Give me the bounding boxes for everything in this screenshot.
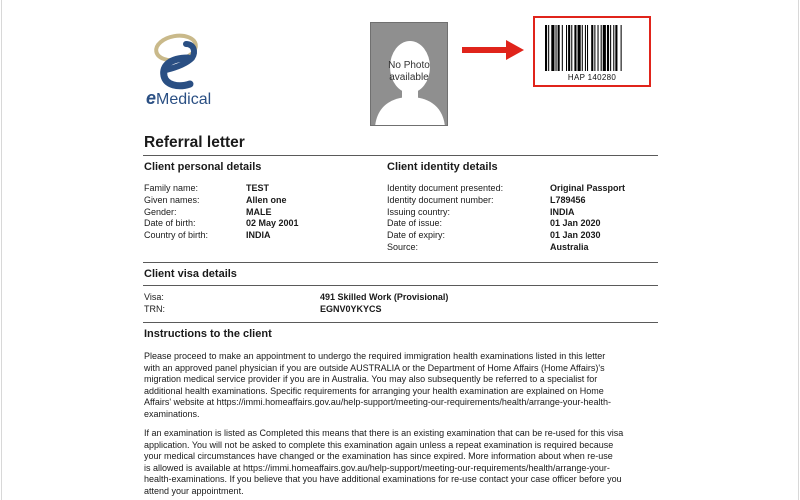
personal-field-label: Country of birth:: [144, 230, 209, 241]
barcode-bar: [568, 25, 570, 71]
barcode-bar: [582, 25, 583, 71]
personal-field-label: Date of birth:: [144, 218, 196, 229]
personal-field-label: Family name:: [144, 183, 199, 193]
identity-details-heading: Client identity details: [387, 161, 498, 173]
personal-field-value: MALE: [246, 206, 272, 217]
barcode-bar: [615, 25, 617, 71]
barcode-bar: [562, 25, 563, 71]
personal-details-heading: Client personal details: [144, 161, 262, 173]
barcode-bar: [598, 25, 599, 71]
barcode-bar: [613, 25, 614, 71]
instructions-divider: [143, 322, 658, 323]
barcode-number: HAP 140280: [567, 73, 617, 82]
photo-placeholder: [370, 22, 448, 126]
identity-field-label: Issuing country:: [387, 206, 451, 217]
personal-field-value: INDIA: [246, 230, 271, 241]
barcode-bar: [603, 25, 606, 71]
barcode-bar: [607, 25, 609, 71]
barcode-bar: [601, 25, 602, 71]
identity-field-value: Australia: [550, 242, 589, 252]
personal-field-value: TEST: [246, 183, 270, 193]
barcode-highlight-box: [533, 16, 651, 87]
identity-field-label: Source:: [387, 242, 419, 252]
logo-wordmark: eMedical: [146, 88, 212, 108]
instructions-paragraph-1: [144, 351, 658, 420]
red-arrow-icon: [462, 38, 524, 62]
barcode-bar: [571, 25, 572, 71]
visa-heading-divider: [143, 285, 658, 286]
identity-field-value: L789456: [550, 194, 586, 205]
barcode-bar: [621, 25, 622, 71]
identity-field-value: Original Passport: [550, 183, 626, 193]
identity-field-label: Identity document number:: [387, 194, 494, 205]
barcode-bar: [551, 25, 554, 71]
instructions-paragraph-2: [144, 428, 658, 497]
paragraph-line: application. You will not be asked to complete this examination again unless a repeat examination is required because: [144, 439, 614, 450]
page-edge-right: [798, 0, 799, 500]
identity-field-label: Date of issue:: [387, 218, 443, 229]
paragraph-line: with an approved panel physician if you are outside AUSTRALIA or the Department of Home Affairs (Home Affairs)'s: [144, 362, 605, 373]
paragraph-line: additional health examinations. Specific requirements for arranging your health examination are explained on Home: [144, 385, 604, 396]
paragraph-line: health-examinations. If you believe that you have additional examinations for re-use contact your case officer before you: [144, 474, 622, 484]
personal-field-label: Gender:: [144, 206, 177, 217]
barcode-bar: [556, 25, 557, 71]
visa-field-label: Visa:: [144, 292, 164, 302]
paragraph-line: examinations.: [144, 408, 200, 419]
barcode-bar: [566, 25, 567, 71]
visa-field-value: EGNV0YKYCS: [320, 303, 382, 314]
barcode-bar: [558, 25, 560, 71]
personal-field-label: Given names:: [144, 194, 200, 205]
barcode-bar: [548, 25, 549, 71]
paragraph-line: If an examination is listed as Completed this means that there is an existing examination that can be re-used for this visa: [144, 428, 624, 438]
barcode-bar: [585, 25, 586, 71]
paragraph-line: migration medical service provider if you are in Australia. You may also subsequently be referred to a specialist for: [144, 374, 598, 384]
visa-details-heading: Client visa details: [144, 268, 237, 280]
visa-field-label: TRN:: [144, 303, 165, 314]
visa-field-value: 491 Skilled Work (Provisional): [320, 292, 449, 302]
identity-field-value: 01 Jan 2030: [550, 230, 601, 241]
identity-field-value: INDIA: [550, 206, 575, 217]
personal-field-value: Allen one: [246, 194, 287, 205]
identity-field-value: 01 Jan 2020: [550, 218, 601, 229]
document-title: Referral letter: [144, 134, 245, 151]
paragraph-line: attend your appointment.: [144, 485, 244, 496]
section-divider: [143, 262, 658, 263]
identity-field-label: Date of expiry:: [387, 230, 446, 241]
barcode-bar: [610, 25, 611, 71]
title-divider: [143, 155, 658, 156]
barcode-bar: [587, 25, 588, 71]
paragraph-line: Please proceed to make an appointment to undergo the required immigration health examinations listed in this letter: [144, 351, 606, 361]
no-photo-text: No Photo available: [388, 60, 430, 83]
paragraph-line: is allowed is available at https://immi.homeaffairs.gov.au/help-support/meeting-our-requirements/health/arrange-your-: [144, 462, 610, 473]
identity-field-label: Identity document presented:: [387, 183, 504, 193]
barcode-icon: [545, 25, 639, 71]
barcode-bar: [591, 25, 593, 71]
instructions-heading: Instructions to the client: [144, 328, 272, 340]
personal-field-value: 02 May 2001: [246, 218, 299, 229]
barcode-bar: [545, 25, 547, 71]
paragraph-line: your medical circumstances have changed or the examination has since expired. More information about when re-use: [144, 451, 613, 461]
barcode-bar: [574, 25, 576, 71]
paragraph-line: Affairs' website at https://immi.homeaffairs.gov.au/help-support/meeting-our-requirements/health/arrange-your-health-: [144, 397, 611, 407]
barcode-bar: [594, 25, 595, 71]
page-edge-left: [1, 0, 2, 500]
barcode-bar: [578, 25, 581, 71]
